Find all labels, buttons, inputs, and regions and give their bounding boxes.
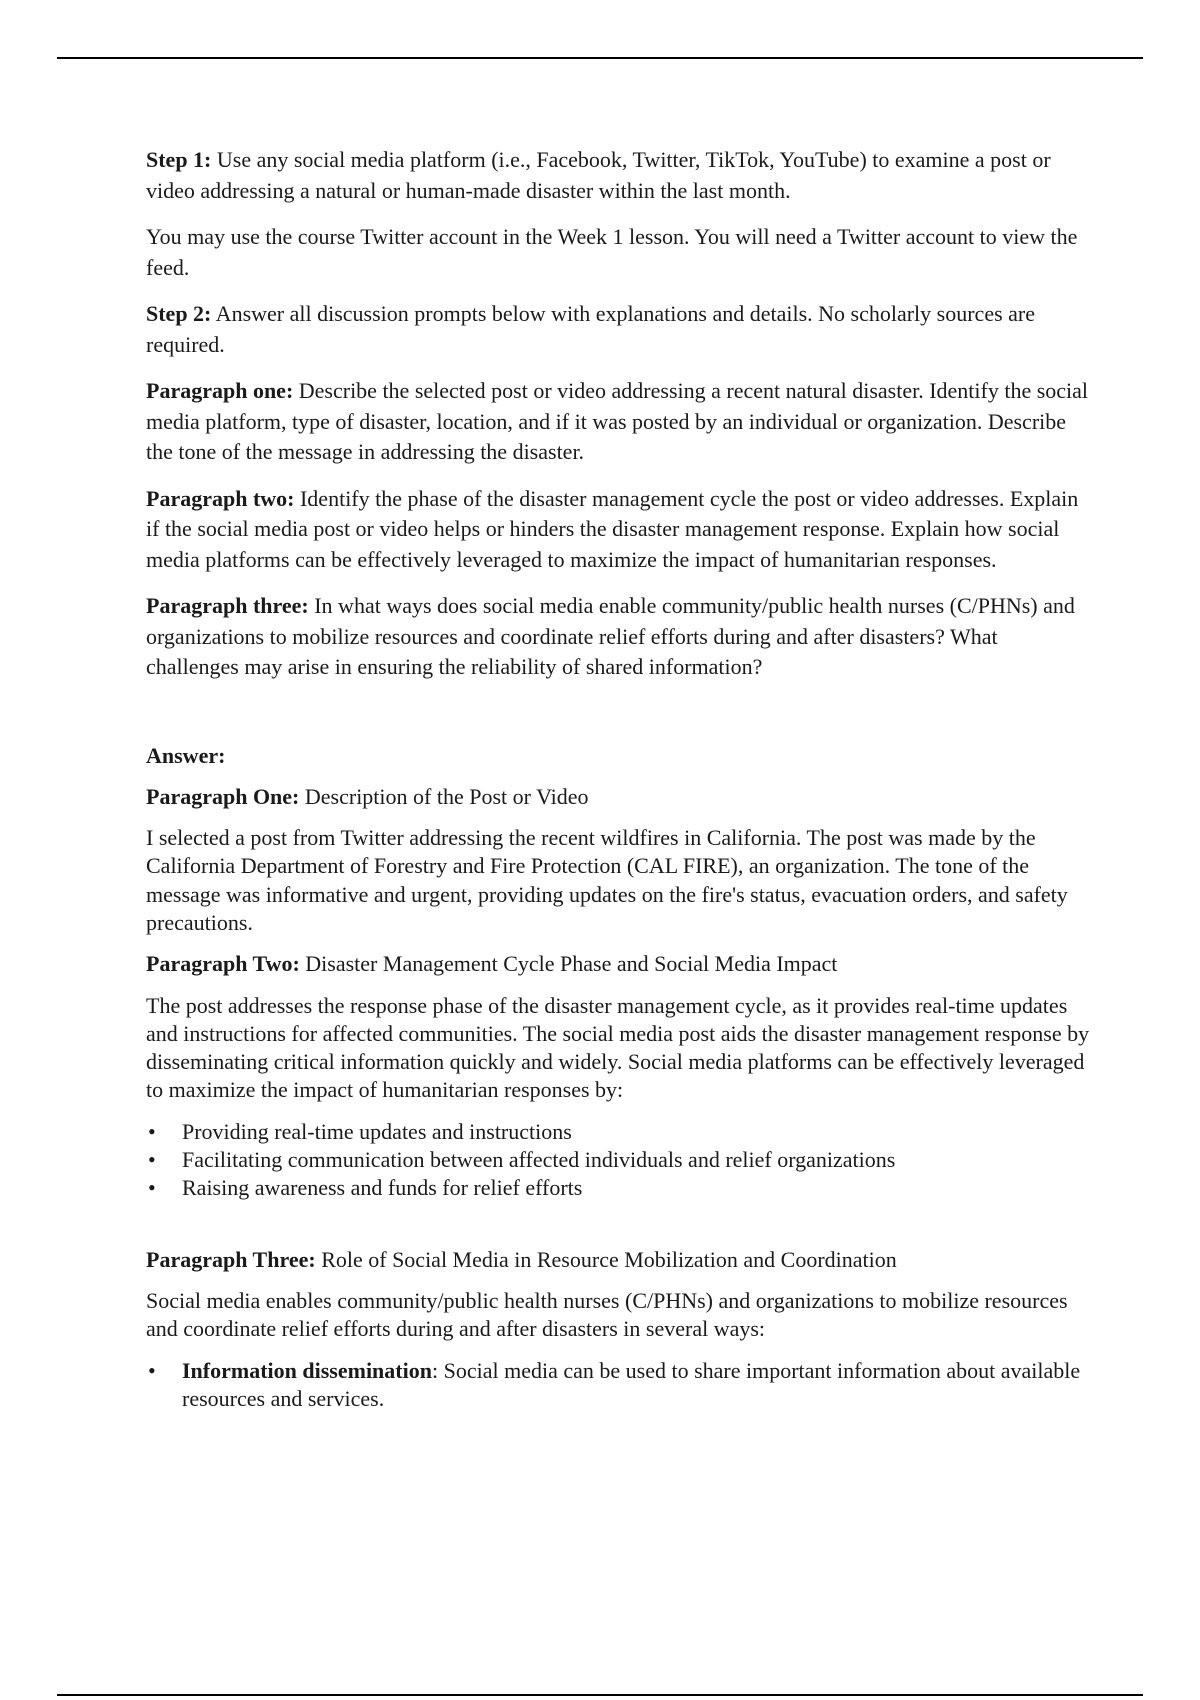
answer-paragraph-three-title: Role of Social Media in Resource Mobilization and Coordination [315,1246,897,1272]
answer-paragraph-one-title: Description of the Post or Video [299,783,589,809]
answer-paragraph-two-label: Paragraph Two: [146,951,300,977]
step-1 [146,145,1091,206]
footer-rule [57,1694,1143,1696]
answer-heading-label: Answer: [146,742,226,768]
spacer [146,1216,1091,1246]
step-1-label: Step 1: [146,147,212,172]
prompt-paragraph-one [146,376,1091,468]
prompt-paragraph-one-text: Describe the selected post or video addressing a recent natural disaster. Identify the social media platform, type of disaster, location, and if it was posted by an individual or organization. Describe the tone of the message in addressing the disaster. [146,378,1089,464]
twitter-note [146,222,1091,283]
prompt-paragraph-three [146,591,1091,683]
step-2-label: Step 2: [146,301,212,326]
answer-paragraph-one-label: Paragraph One: [146,783,300,809]
prompt-paragraph-three-label: Paragraph three: [146,593,309,618]
answer-paragraph-one-body: I selected a post from Twitter addressing the recent wildfires in California. The post was made by the California Department of Forestry and Fire Protection (CAL FIRE), an organization. The tone of the message was informative and urgent, providing updates on the fire's status, evacuation orders, and safety precautions. [146,825,1068,935]
answer-heading [146,742,1091,770]
list-item: • Facilitating communication between affected individuals and relief organizations [146,1146,1091,1174]
answer-paragraph-one-heading [146,783,1091,811]
bullet-term: Information dissemination [182,1357,432,1383]
bullet-text: : Social media can be used to share important information about available resources and services. [182,1357,1081,1411]
answer-paragraph-two-title: Disaster Management Cycle Phase and Social Media Impact [299,951,838,977]
list-item: • Raising awareness and funds for relief efforts [146,1174,1091,1202]
prompt-paragraph-two-label: Paragraph two: [146,485,295,511]
list-item [146,1357,1091,1414]
step-1-text: Use any social media platform (i.e., Facebook, Twitter, TikTok, YouTube) to examine a post or video addressing a natural or human-made disaster within the last month. [146,147,1051,203]
document-body [146,145,1091,1426]
humanitarian-bullet-list [146,1118,1091,1203]
answer-paragraph-three-label: Paragraph Three: [146,1246,316,1272]
step-2-text: Answer all discussion prompts below with explanations and details. No scholarly sources are required. [146,301,1036,357]
prompt-paragraph-two-text: Identify the phase of the disaster management cycle the post or video addresses. Explain if the social media post or video helps or hinders the disaster management response. Explain how social media platforms can be effectively leveraged to maximize the impact of humanitarian responses. [146,485,1079,572]
step-2 [146,299,1091,360]
list-item: • Providing real-time updates and instructions [146,1118,1091,1146]
spacer [146,699,1091,742]
twitter-note-text: You may use the course Twitter account in the Week 1 lesson. You will need a Twitter account to view the feed. [146,224,1078,280]
prompt-paragraph-one-label: Paragraph one: [146,378,294,403]
answer-paragraph-three-heading [146,1246,1091,1274]
answer-paragraph-two-heading [146,950,1091,978]
header-rule [57,57,1143,59]
prompt-paragraph-two [146,484,1091,576]
prompt-paragraph-three-text: In what ways does social media enable community/public health nurses (C/PHNs) and organizations to mobilize resources and coordinate relief efforts during and after disasters? What challenges may arise in ensuring the reliability of shared information? [146,593,1075,679]
answer-paragraph-three-body: Social media enables community/public health nurses (C/PHNs) and organizations to mobilize resources and coordinate relief efforts during and after disasters in several ways: [146,1287,1068,1342]
answer-paragraph-two-body: The post addresses the response phase of the disaster management cycle, as it provides real-time updates and instructions for affected communities. The social media post aids the disaster management response by disseminating critical information quickly and widely. Social media platforms can be effectively leveraged to maximize the impact of humanitarian responses by: [146,992,1090,1103]
mobilization-bullet-list [146,1357,1091,1414]
